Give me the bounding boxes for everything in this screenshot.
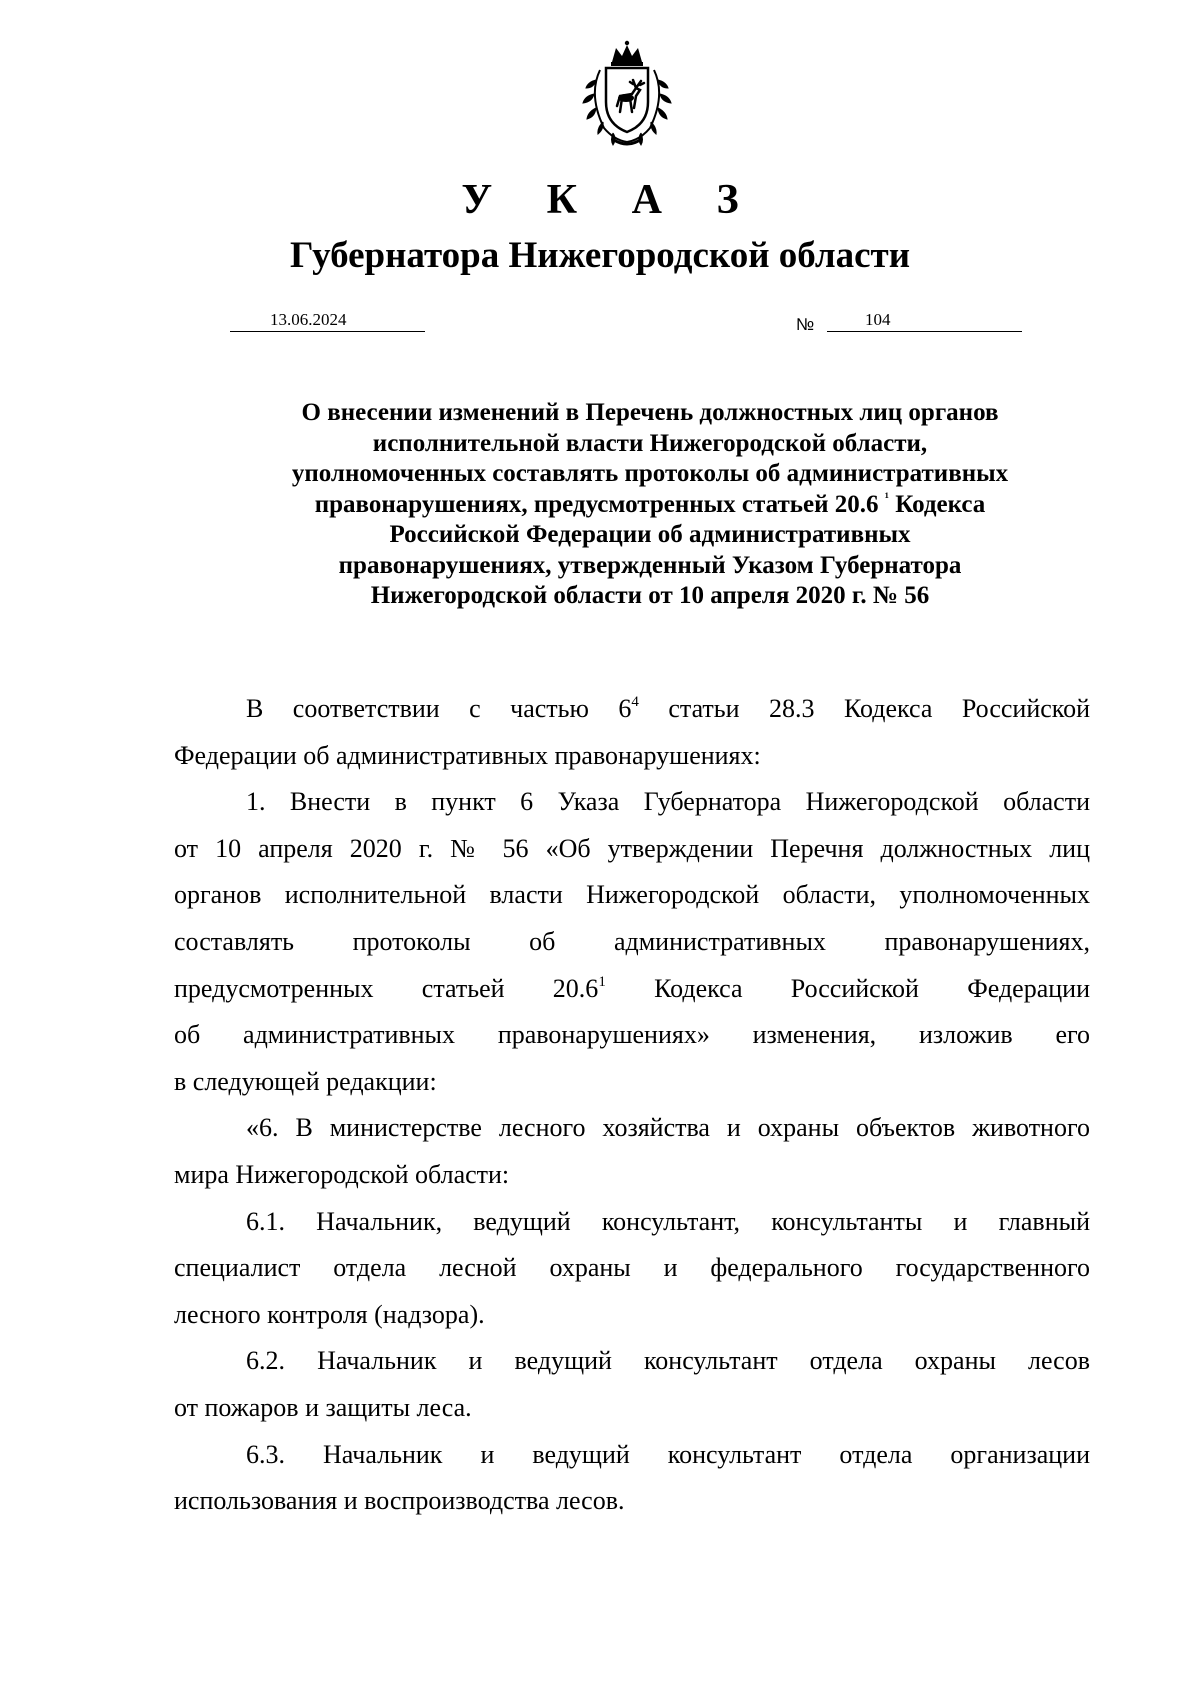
body-text: В соответствии с частью 6 — [246, 694, 632, 723]
issuer-title: Губернатора Нижегородской области — [289, 235, 911, 276]
heading-line: уполномоченных составлять протоколы об административных — [291, 460, 1009, 487]
superscript: ¹ — [884, 490, 889, 506]
body-line: лесного контроля (надзора). — [174, 1299, 485, 1329]
heading-line: исполнительной власти Нижегородской области, — [372, 429, 928, 457]
heading-line: Нижегородской области от 10 апреля 2020 г. № 56 — [370, 582, 930, 609]
body-line: 6.3. Начальник и ведущий консультант отдела организации — [246, 1439, 1090, 1469]
heading-line: правонарушениях, утвержденный Указом Губернатора — [338, 551, 962, 579]
number-sign: № — [796, 315, 815, 334]
body-line — [174, 966, 1090, 1013]
body-line: 6.1. Начальник, ведущий консультант, консультанты и главный — [246, 1206, 1090, 1236]
body-line: органов исполнительной власти Нижегородской области, уполномоченных — [174, 880, 1090, 910]
heading-line: Российской Федерации об административных — [389, 521, 911, 548]
body-line: 1. Внести в пункт 6 Указа Губернатора Нижегородской области — [246, 787, 1090, 817]
superscript: 1 — [598, 973, 606, 990]
document-date: 13.06.2024 — [230, 309, 425, 332]
body-text: предусмотренных статьей 20.6 — [174, 973, 599, 1003]
body-text: статьи 28.3 Кодекса Российской — [668, 694, 1090, 723]
body-line: об административных правонарушениях» изменения, изложив его — [174, 1020, 1090, 1050]
body-line: Федерации об административных правонарушениях: — [174, 740, 761, 770]
heading-text: Кодекса — [895, 490, 986, 518]
body-line: в следующей редакции: — [174, 1066, 437, 1096]
decree-body — [174, 686, 1090, 1525]
document-type-title: У К А З — [461, 177, 761, 223]
body-line — [174, 686, 1090, 733]
document-number: 104 — [827, 309, 1022, 332]
body-line: «6. В министерстве лесного хозяйства и охраны объектов животного — [246, 1113, 1090, 1143]
heading-line: О внесении изменений в Перечень должностных лиц органов — [301, 399, 999, 426]
decree-heading — [200, 398, 1100, 612]
body-line: составлять протоколы об административных правонарушениях, — [174, 926, 1090, 956]
body-line: мира Нижегородской области: — [174, 1159, 510, 1189]
coat-of-arms-icon — [570, 40, 685, 148]
body-line: от 10 апреля 2020 г. № 56 «Об утверждении Перечня должностных лиц — [174, 833, 1090, 863]
body-line: использования и воспроизводства лесов. — [174, 1486, 625, 1516]
body-line: 6.2. Начальник и ведущий консультант отдела охраны лесов — [246, 1346, 1090, 1376]
body-line: специалист отдела лесной охраны и федерального государственного — [174, 1253, 1090, 1283]
heading-text: правонарушениях, предусмотренных статьей 20.6 — [314, 490, 879, 518]
superscript: 4 — [631, 694, 639, 710]
body-text: Кодекса Российской Федерации — [654, 973, 1091, 1003]
heading-line — [200, 490, 1100, 521]
body-line: от пожаров и защиты леса. — [174, 1392, 472, 1422]
